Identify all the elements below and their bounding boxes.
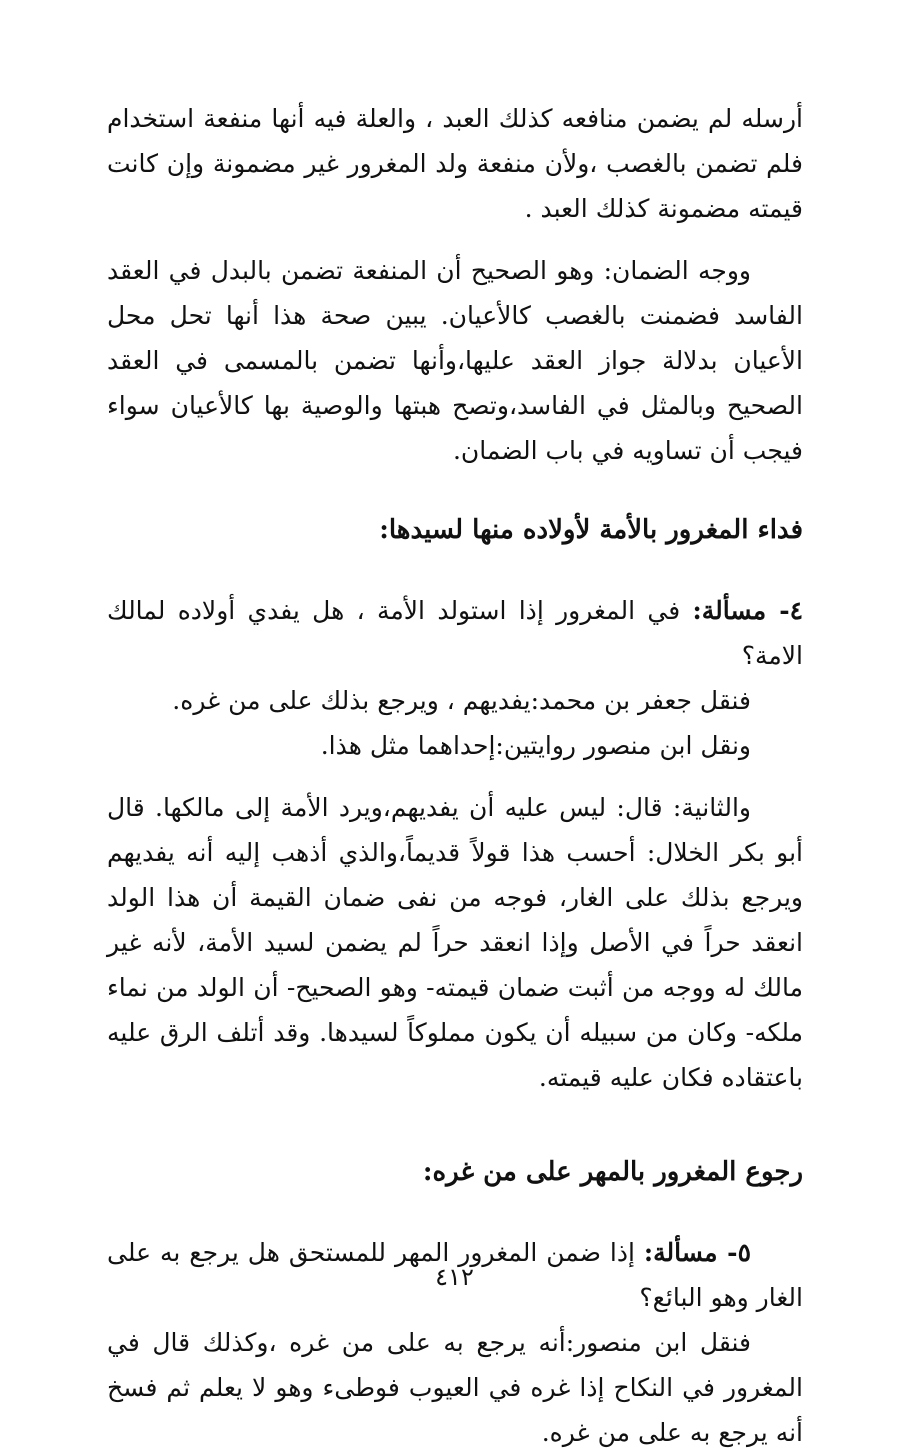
paragraph-opening: أرسله لم يضمن منافعه كذلك العبد ، والعلة فيه أنها منفعة استخدام فلم تضمن بالغصب ،ولأن منفعة ولد المغرور غير مضمونة وإن كانت قيمته مضمونة كذلك العبد . [107, 104, 803, 223]
paragraph-guarantee-reason: ووجه الضمان: وهو الصحيح أن المنفعة تضمن بالبدل في العقد الفاسد فضمنت بالغصب كالأعيان. يبين صحة هذا أنها تحل محل الأعيان بدلالة جواز العقد عليها،وأنها تضمن بالمسمى في العقد الصحيح وبالمثل في الفاسد،وتصح هبتها والوصية بها كالأعيان سواء فيجب أن تساويه في باب الضمان. [107, 256, 803, 465]
issue-4-label: ٤- مسألة: [692, 596, 804, 625]
paragraph-second-narration: والثانية: قال: ليس عليه أن يفديهم،ويرد الأمة إلى مالكها. قال أبو بكر الخلال: أحسب هذا قولاً قديماً،والذي أذهب إليه أنه يفديهم ويرجع بذلك على الغار، فوجه من نفى ضمان القيمة أن هذا الولد انعقد حراً في الأصل وإذا انعقد حراً لم يضمن لسيد الأمة، لأنه غير مالك له ووجه من أثبت ضمان قيمته- وهو الصحيح- أن الولد من نماء ملكه- وكان من سبيله أن يكون مملوكاً لسيدها. وقد أتلف الرق عليه باعتقاده فكان عليه قيمته. [107, 793, 803, 1092]
issue-5-answer: فنقل ابن منصور:أنه يرجع به على من غره ،وكذلك قال في المغرور في النكاح إذا غره في العيوب فوطىء وهو لا يعلم ثم فسخ أنه يرجع به على من غره. [107, 1328, 803, 1447]
issue-5-label: ٥- مسألة: [643, 1238, 751, 1267]
section-heading-dowry: رجوع المغرور بالمهر على من غره: [422, 1157, 803, 1187]
issue-4-block [107, 588, 803, 768]
issue-4-narration-2: ونقل ابن منصور روايتين:إحداهما مثل هذا. [320, 731, 751, 760]
issue-4-narration-1: فنقل جعفر بن محمد:يفديهم ، ويرجع بذلك على من غره. [172, 686, 751, 715]
page-number: ٤١٢ [435, 1263, 474, 1291]
issue-4-question: في المغرور إذا استولد الأمة ، هل يفدي أولاده لمالك الامة؟ [107, 596, 803, 670]
section-heading-ransom: فداء المغرور بالأمة لأولاده منها لسيدها: [379, 515, 803, 545]
page-body [107, 96, 803, 1455]
issue-5-question: إذا ضمن المغرور المهر للمستحق هل يرجع به على الغار وهو البائع؟ [107, 1238, 803, 1312]
